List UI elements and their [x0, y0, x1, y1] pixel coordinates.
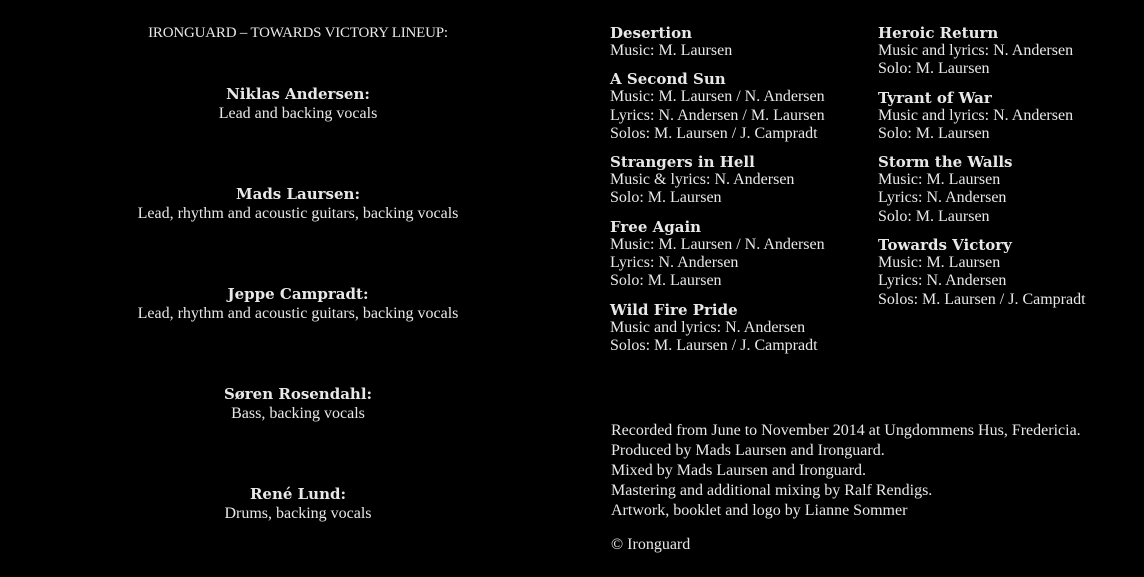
lineup-title: IRONGUARD – TOWARDS VICTORY LINEUP:	[148, 25, 448, 41]
member-niklas-andersen	[20, 84, 576, 124]
member-name: Jeppe Campradt:	[227, 285, 369, 303]
track-desertion	[610, 24, 870, 60]
track-credit: Music: M. Laursen / N. Andersen	[610, 88, 825, 106]
credit-mastering: Mastering and additional mixing by Ralf Rendigs.	[611, 482, 933, 499]
track-title: Wild Fire Pride	[610, 300, 738, 319]
credit-mixed: Mixed by Mads Laursen and Ironguard.	[611, 462, 867, 479]
track-credit: Music and lyrics: N. Andersen	[610, 318, 806, 336]
track-credit: Music: M. Laursen / N. Andersen	[610, 235, 825, 253]
track-credit: Solo: M. Laursen	[878, 124, 990, 142]
member-role: Drums, backing vocals	[224, 505, 372, 522]
member-role: Bass, backing vocals	[231, 405, 365, 422]
track-credit: Solos: M. Laursen / J. Campradt	[610, 124, 818, 142]
track-title: Desertion	[610, 24, 692, 42]
credit-recorded: Recorded from June to November 2014 at Ungdommens Hus, Fredericia.	[611, 422, 1081, 439]
track-credit: Solo: M. Laursen	[878, 207, 990, 225]
track-credit: Music & lyrics: N. Andersen	[610, 171, 795, 189]
track-credit: Lyrics: N. Andersen / M. Laursen	[610, 106, 825, 124]
member-soren-rosendahl	[20, 384, 576, 424]
track-title: Tyrant of War	[878, 88, 992, 107]
track-credit: Music: M. Laursen	[610, 42, 733, 59]
track-heroic-return	[878, 24, 1138, 79]
member-role: Lead and backing vocals	[218, 105, 378, 122]
track-credit: Solo: M. Laursen	[610, 272, 722, 290]
track-wild-fire-pride	[610, 301, 870, 356]
track-credit: Music: M. Laursen	[878, 171, 1001, 189]
track-list-left	[610, 24, 870, 365]
member-mads-laursen	[20, 184, 576, 224]
track-credit: Lyrics: N. Andersen	[878, 272, 1007, 290]
member-name: Søren Rosendahl:	[223, 385, 373, 403]
track-free-again	[610, 218, 870, 291]
track-storm-the-walls	[878, 153, 1138, 226]
track-title: A Second Sun	[610, 70, 726, 89]
member-name: Niklas Andersen:	[226, 85, 370, 103]
track-credit: Lyrics: N. Andersen	[878, 189, 1007, 207]
track-title: Strangers in Hell	[610, 153, 755, 172]
track-list-right	[878, 24, 1138, 319]
member-role: Lead, rhythm and acoustic guitars, backing vocals	[137, 305, 459, 322]
member-role: Lead, rhythm and acoustic guitars, backing vocals	[137, 205, 459, 222]
credit-artwork: Artwork, booklet and logo by Lianne Sommer	[611, 502, 908, 519]
track-title: Towards Victory	[878, 236, 1012, 255]
recording-credits	[611, 421, 1136, 521]
track-tyrant-of-war	[878, 89, 1138, 144]
track-credit: Music and lyrics: N. Andersen	[878, 42, 1074, 59]
track-strangers-in-hell	[610, 153, 870, 208]
track-title: Heroic Return	[878, 24, 999, 42]
member-rene-lund	[20, 484, 576, 524]
track-credit: Solos: M. Laursen / J. Campradt	[878, 290, 1086, 308]
member-name: René Lund:	[249, 485, 347, 503]
credit-produced: Produced by Mads Laursen and Ironguard.	[611, 442, 885, 459]
track-credit: Solo: M. Laursen	[878, 60, 990, 78]
member-name: Mads Laursen:	[236, 185, 360, 203]
track-towards-victory	[878, 236, 1138, 309]
track-title: Free Again	[610, 217, 702, 236]
track-credit: Music: M. Laursen	[878, 254, 1001, 272]
track-title: Storm the Walls	[878, 153, 1013, 172]
member-jeppe-campradt	[20, 284, 576, 324]
lineup-section	[20, 24, 576, 42]
track-credit: Lyrics: N. Andersen	[610, 254, 739, 272]
track-credit: Music and lyrics: N. Andersen	[878, 106, 1074, 124]
track-a-second-sun	[610, 70, 870, 143]
copyright-notice: © Ironguard	[611, 536, 691, 553]
track-credit: Solos: M. Laursen / J. Campradt	[610, 336, 818, 354]
track-credit: Solo: M. Laursen	[610, 189, 722, 207]
